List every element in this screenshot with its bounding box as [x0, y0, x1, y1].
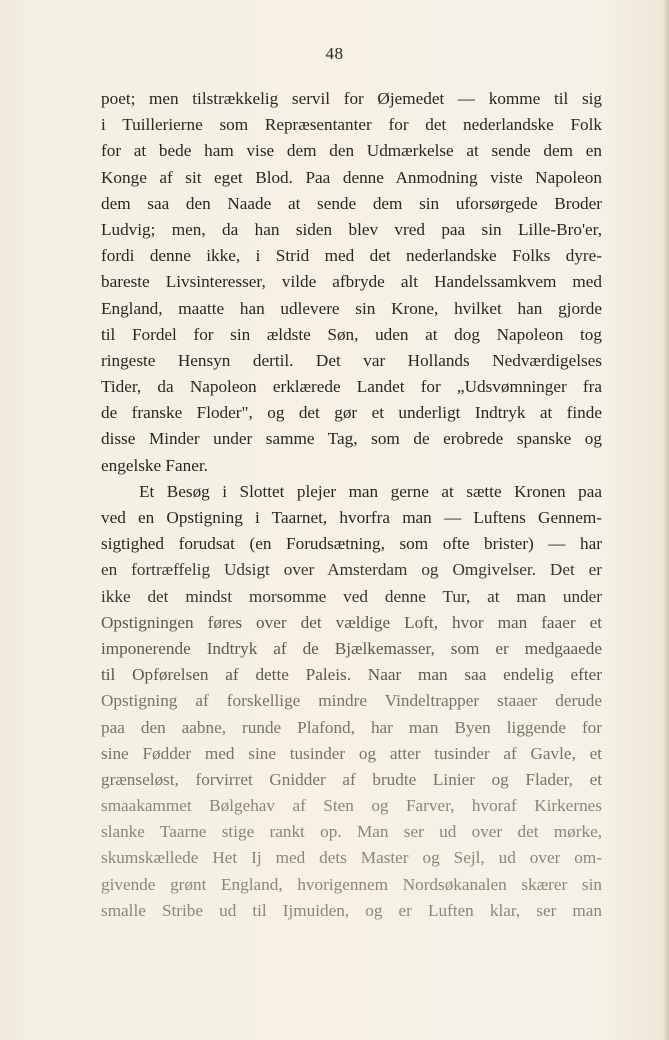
text-line: ringeste Hensyn dertil. Det var Hollands Nedværdigelses	[101, 350, 602, 370]
text-line: smalle Stribe ud til Ijmuiden, og er Luften klar, ser man	[101, 900, 602, 920]
text-line: poet; men tilstrækkelig servil for Øjemedet — komme til sig	[101, 89, 602, 108]
text-line: England, maatte han udlevere sin Krone, hvilket han gjorde	[101, 298, 602, 318]
text-line: en fortræffelig Udsigt over Amsterdam og Omgivelser. Det er	[101, 560, 602, 580]
text-line: slanke Taarne stige rankt op. Man ser ud over det mørke,	[101, 822, 602, 842]
text-line: sine Fødder med sine tusinder og atter tusinder af Gavle, et	[101, 743, 602, 763]
text-line: disse Minder under samme Tag, som de erobrede spanske og	[101, 429, 602, 449]
text-line: skumskællede Het Ij med dets Master og Sejl, ud over om-	[101, 848, 602, 868]
text-line: i Tuillerierne som Repræsentanter for det nederlandske Folk	[101, 115, 602, 135]
text-line: Opstigningen føres over det vældige Loft, hvor man faaer et	[101, 612, 602, 632]
text-line: Tider, da Napoleon erklærede Landet for „Udsvømninger fra	[101, 377, 602, 397]
text-line: ikke det mindst morsomme ved denne Tur, at man under	[101, 586, 602, 606]
text-line: engelske Faner.	[101, 455, 208, 475]
text-line: til Fordel for sin ældste Søn, uden at dog Napoleon tog	[101, 324, 602, 344]
text-line: de franske Floder", og det gør et underligt Indtryk at finde	[101, 403, 602, 423]
text-line: for at bede ham vise dem den Udmærkelse at sende dem en	[101, 141, 602, 161]
text-line: bareste Livsinteresser, vilde afbryde alt Handelssamkvem med	[101, 272, 602, 292]
text-line: til Opførelsen af dette Paleis. Naar man saa endelig efter	[101, 665, 602, 685]
text-line: fordi denne ikke, i Strid med det nederlandske Folks dyre-	[101, 246, 602, 266]
text-line: grænseløst, forvirret Gnidder af brudte Linier og Flader, et	[101, 769, 602, 789]
text-line: Et Besøg i Slottet plejer man gerne at sætte Kronen paa	[139, 481, 602, 501]
text-line: dem saa den Naade at sende dem sin uforsørgede Broder	[101, 193, 602, 213]
text-line: Opstigning af forskellige mindre Vindeltrapper staaer derude	[101, 691, 602, 711]
text-line: imponerende Indtryk af de Bjælkemasser, som er medgaaede	[101, 638, 602, 658]
text-line: Ludvig; men, da han siden blev vred paa sin Lille-Bro'er,	[101, 219, 602, 239]
text-line: Konge af sit eget Blod. Paa denne Anmodning viste Napoleon	[101, 167, 602, 187]
page-number: 48	[325, 44, 344, 63]
text-line: paa den aabne, runde Plafond, har man Byen liggende for	[101, 717, 602, 737]
text-line: givende grønt England, hvorigennem Nordsøkanalen skærer sin	[101, 874, 602, 894]
text-line: smaakammet Bølgehav af Sten og Farver, hvoraf Kirkernes	[101, 796, 602, 816]
text-line: sigtighed forudsat (en Forudsætning, som ofte brister) — har	[101, 534, 602, 554]
text-line: ved en Opstigning i Taarnet, hvorfra man — Luftens Gennem-	[101, 508, 602, 527]
body-text	[101, 86, 602, 924]
page-edge-shadow	[663, 0, 669, 1040]
